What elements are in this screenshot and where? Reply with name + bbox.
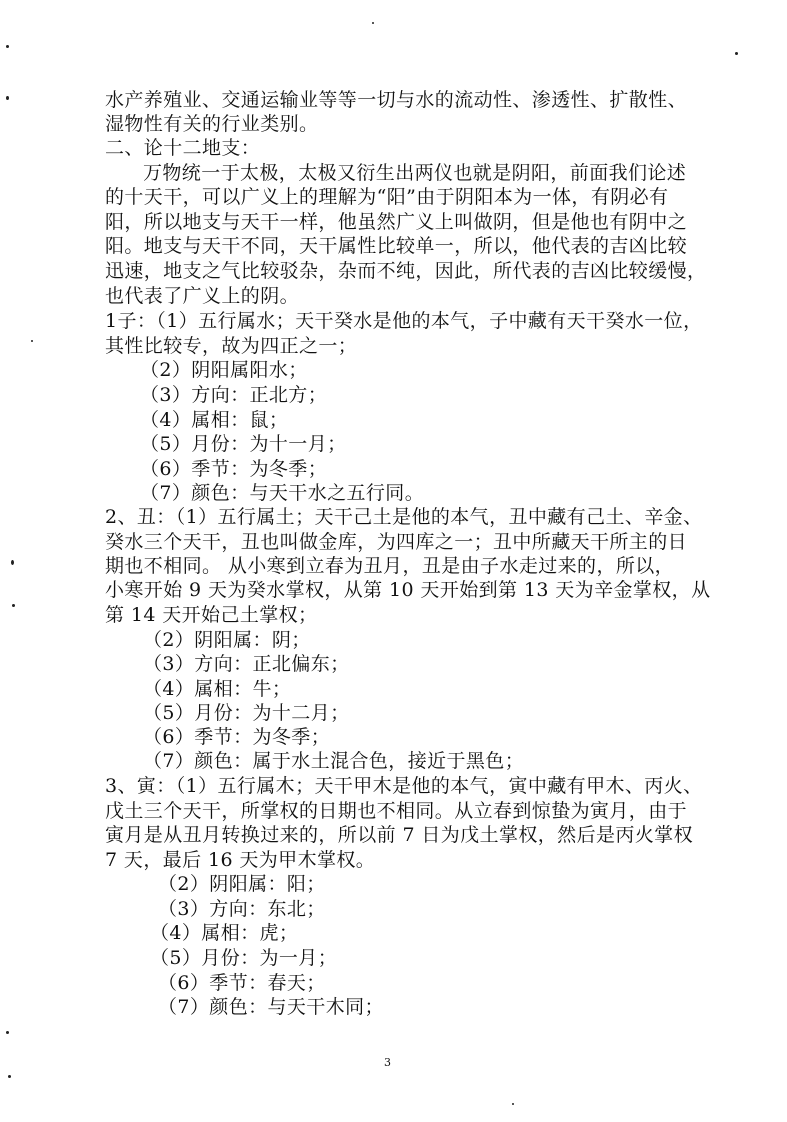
- list-item: （5）月份：为十二月；: [143, 702, 350, 724]
- list-item: （6）季节：为冬季；: [140, 458, 328, 480]
- scan-speck: [31, 340, 33, 342]
- list-item: （4）属相：鼠；: [140, 409, 289, 431]
- list-item: （2）阴阳属：阴；: [143, 629, 311, 651]
- list-item: （2）阴阳属阳水；: [140, 359, 308, 381]
- list-item: （5）月份：为一月；: [150, 947, 338, 969]
- text-line: 期也不相同。 从小寒到立春为丑月，丑是由子水走过来的，所以，: [105, 555, 675, 577]
- list-item: （6）季节：为冬季；: [143, 726, 331, 748]
- text-line: 小寒开始 9 天为癸水掌权，从第 10 天开始到第 13 天为辛金掌权，从: [105, 579, 711, 601]
- scan-speck: [372, 22, 374, 24]
- text-line: 第 14 天开始己土掌权；: [105, 604, 318, 626]
- scan-speck: [6, 45, 9, 48]
- scan-speck: [735, 52, 738, 55]
- text-line: 戊土三个天干，所掌权的日期也不相同。从立春到惊蛰为寅月，由于: [105, 800, 688, 822]
- scan-speck: [6, 96, 9, 100]
- scan-speck: [8, 1075, 11, 1078]
- page-number: 3: [384, 1056, 391, 1069]
- text-line: 寅月是从丑月转换过来的，所以前 7 日为戊土掌权，然后是丙火掌权: [105, 824, 693, 846]
- text-line: 迅速，地支之气比较驳杂，杂而不纯，因此，所代表的吉凶比较缓慢，: [105, 260, 707, 282]
- text-line: 万物统一于太极，太极又衍生出两仪也就是阴阳，前面我们论述: [143, 162, 687, 184]
- text-line: 湿物性有关的行业类别。: [105, 113, 319, 135]
- list-item: （6）季节：春天；: [158, 972, 326, 994]
- list-item: （4）属相：牛；: [143, 678, 292, 700]
- text-line: 7 天，最后 16 天为甲木掌权。: [105, 849, 376, 871]
- scan-speck: [12, 604, 15, 607]
- text-line: 阳。地支与天干不同，天干属性比较单一，所以，他代表的吉凶比较: [105, 235, 688, 257]
- scan-speck: [512, 1103, 514, 1105]
- text-line: 3、寅：（1）五行属木；天干甲木是他的本气，寅中藏有甲木、丙火、: [105, 775, 703, 797]
- list-item: （7）颜色：属于水土混合色，接近于黑色；: [143, 750, 525, 772]
- text-line: 1子：（1）五行属水；天干癸水是他的本气，子中藏有天干癸水一位，: [105, 310, 703, 332]
- list-item: （4）属相：虎；: [150, 922, 299, 944]
- list-item: （3）方向：正北方；: [140, 384, 328, 406]
- scan-speck: [11, 560, 14, 565]
- text-line: 的十天干，可以广义上的理解为“阳”由于阴阳本为一体，有阴必有: [105, 186, 669, 208]
- list-item: （7）颜色：与天干木同；: [158, 996, 384, 1018]
- text-line: 其性比较专，故为四正之一；: [105, 335, 358, 357]
- list-item: （3）方向：东北；: [158, 898, 326, 920]
- list-item: （5）月份：为十一月；: [140, 433, 347, 455]
- text-line: 2、丑：（1）五行属土；天干己土是他的本气，丑中藏有己土、辛金、: [105, 506, 703, 528]
- list-item: （3）方向：正北偏东；: [143, 653, 350, 675]
- list-item: （7）颜色：与天干水之五行同。: [140, 482, 425, 504]
- text-line: 也代表了广义上的阴。: [105, 285, 300, 307]
- scan-speck: [6, 1031, 9, 1034]
- text-line: 癸水三个天干，丑也叫做金库，为四库之一；丑中所藏天干所主的日: [105, 531, 688, 553]
- list-item: （2）阴阳属：阳；: [158, 873, 326, 895]
- text-line: 阳，所以地支与天干一样，他虽然广义上叫做阴，但是他也有阴中之: [105, 211, 688, 233]
- section-heading: 二、论十二地支：: [105, 137, 261, 159]
- text-line: 水产养殖业、交通运输业等等一切与水的流动性、渗透性、扩散性、: [105, 89, 688, 111]
